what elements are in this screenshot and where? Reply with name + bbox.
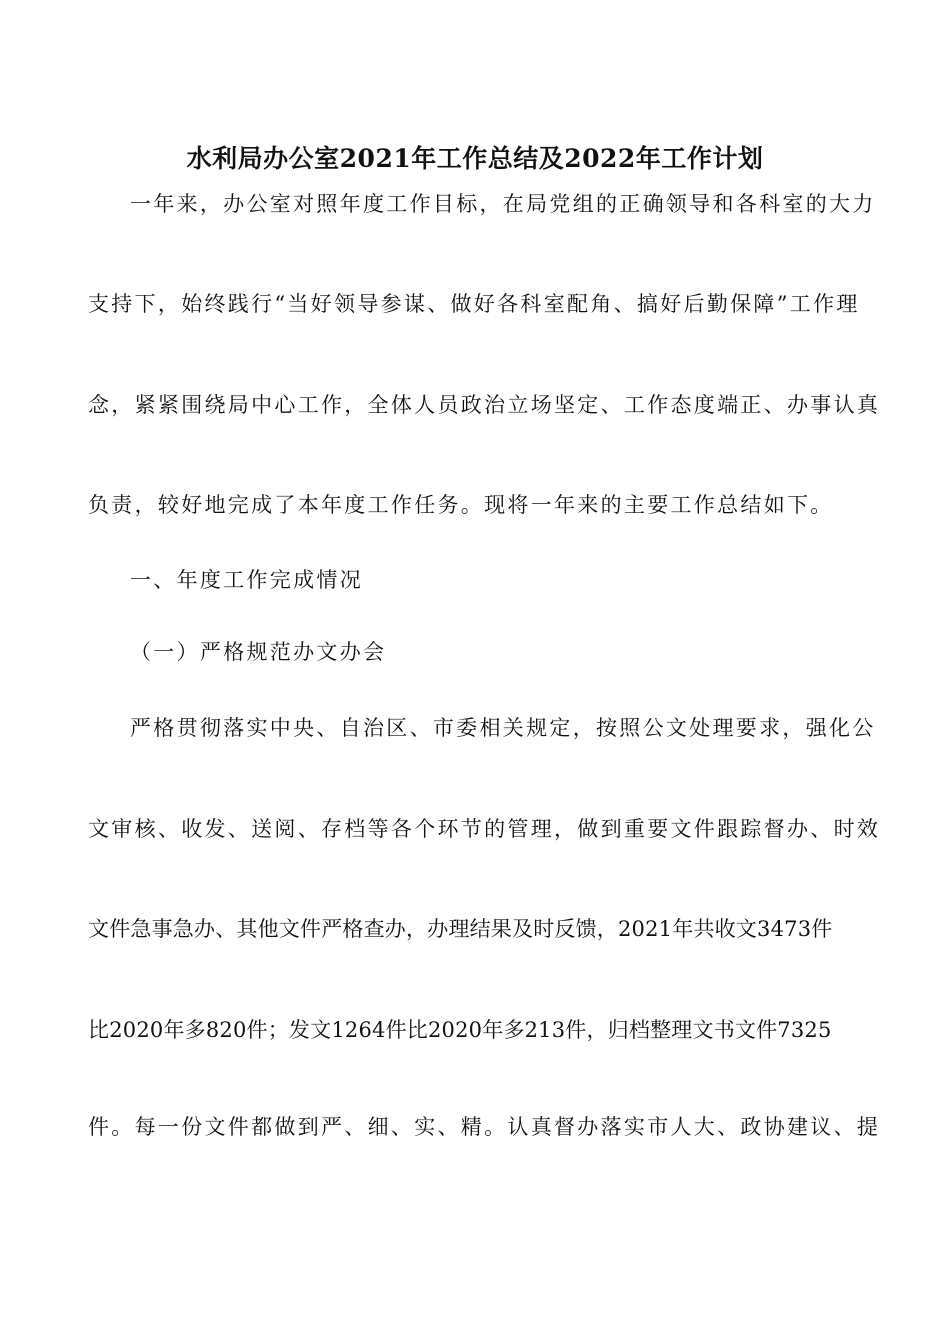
paragraph-line: 件。每一份文件都做到严、细、实、精。认真督办落实市人大、政协建议、提: [88, 1115, 881, 1139]
section-heading: 一、年度工作完成情况: [130, 568, 363, 592]
paragraph-line: 文件急事急办、其他文件严格查办，办理结果及时反馈，2021年共收文3473件: [88, 917, 833, 941]
paragraph-line: 支持下，始终践行“当好领导参谋、做好各科室配角、搞好后勤保障”工作理: [88, 292, 860, 316]
paragraph-line: 比2020年多820件；发文1264件比2020年多213件，归档整理文书文件7325: [88, 1018, 832, 1042]
paragraph-line: 严格贯彻落实中央、自治区、市委相关规定，按照公文处理要求，强化公: [130, 716, 876, 740]
subsection-heading: （一）严格规范办文办会: [130, 640, 387, 664]
paragraph-line: 一年来，办公室对照年度工作目标，在局党组的正确领导和各科室的大力: [130, 192, 876, 216]
paragraph-line: 文审核、收发、送阅、存档等各个环节的管理，做到重要文件跟踪督办、时效: [88, 817, 881, 841]
paragraph-line: 念，紧紧围绕局中心工作，全体人员政治立场坚定、工作态度端正、办事认真: [88, 393, 881, 417]
paragraph-line: 负责，较好地完成了本年度工作任务。现将一年来的主要工作总结如下。: [88, 493, 834, 517]
document-title: 水利局办公室2021年工作总结及2022年工作计划: [186, 144, 764, 173]
